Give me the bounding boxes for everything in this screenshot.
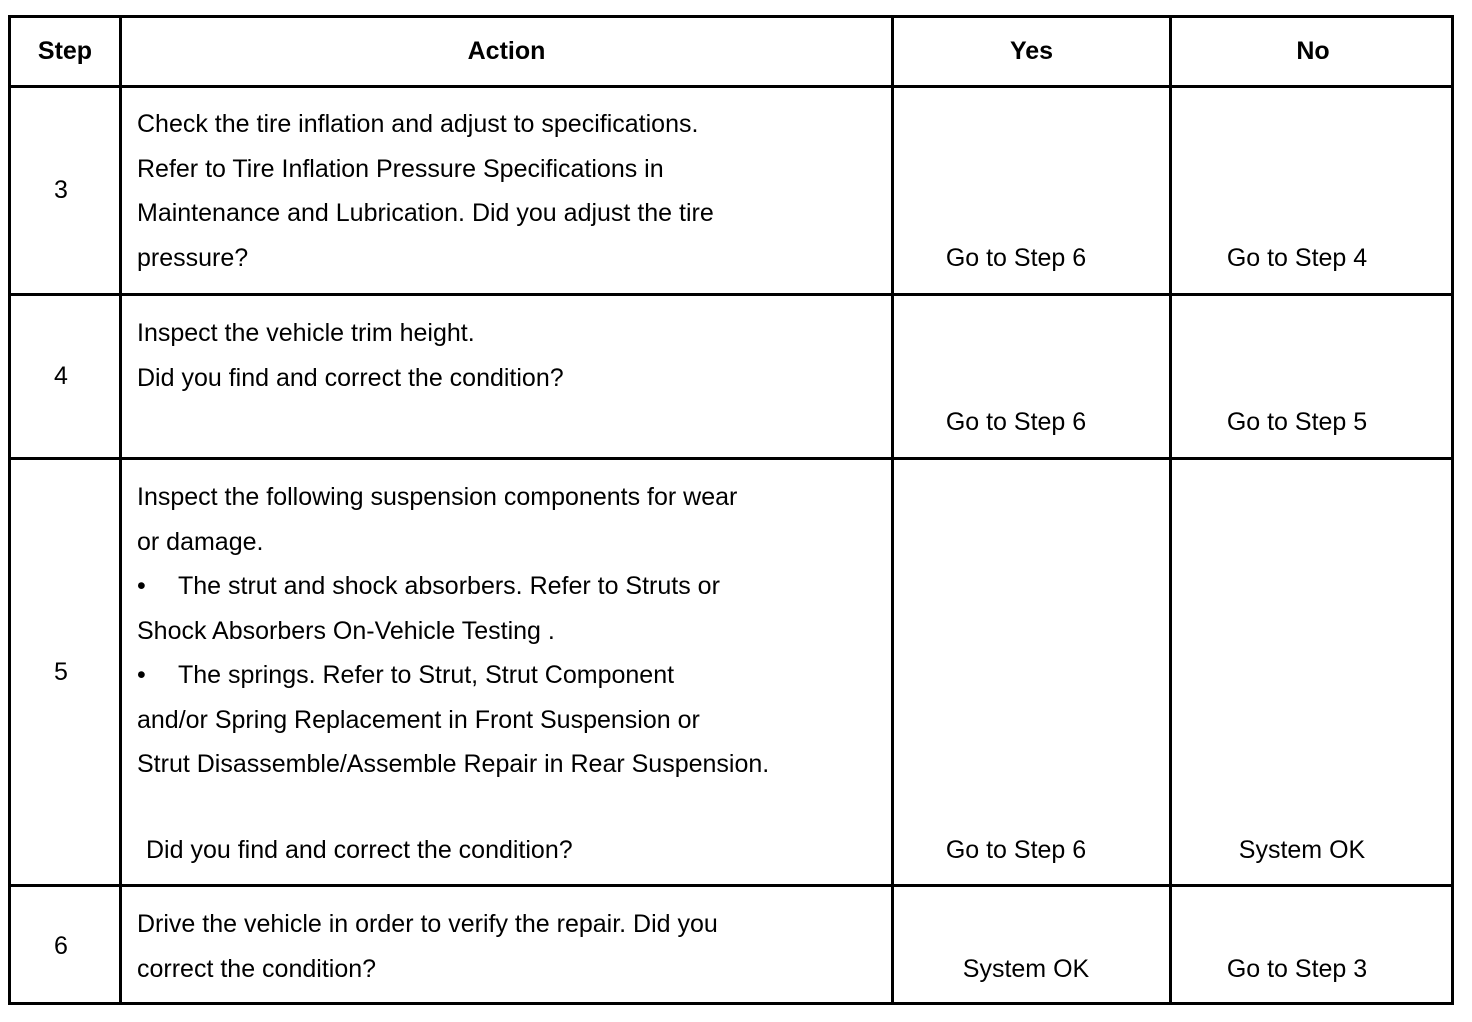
action-line: Maintenance and Lubrication. Did you adjust the tire [137, 199, 714, 227]
action-line: Strut Disassemble/Assemble Repair in Rear Suspension. [137, 750, 770, 778]
action-line: Inspect the following suspension components for wear [137, 483, 738, 511]
action-bullet-item: • The springs. Refer to Strut, Strut Component [137, 653, 887, 698]
step-number: 4 [54, 362, 68, 391]
row-divider [11, 884, 1451, 887]
diagnostic-table [8, 15, 1454, 1005]
action-bullet-item: • The strut and shock absorbers. Refer to Struts or [137, 564, 887, 609]
action-line: and/or Spring Replacement in Front Suspension or [137, 705, 700, 734]
yes-result: System OK [962, 955, 1090, 983]
row-divider [11, 85, 1451, 88]
header-yes: Yes [1009, 37, 1054, 66]
action-line: Did you find and correct the condition? [137, 363, 564, 392]
yes-result: Go to Step 6 [945, 244, 1087, 272]
action-line: Shock Absorbers On-Vehicle Testing . [137, 616, 555, 645]
action-line: Refer to Tire Inflation Pressure Specifications in [137, 154, 664, 183]
action-text [137, 902, 887, 991]
action-line: Check the tire inflation and adjust to specifications. [137, 110, 699, 138]
no-result: Go to Step 5 [1226, 408, 1368, 436]
action-line: or damage. [137, 527, 264, 556]
action-text [137, 102, 887, 280]
step-number: 6 [54, 931, 68, 960]
header-step: Step [37, 37, 93, 66]
header-action: Action [467, 37, 546, 66]
step-number: 3 [54, 176, 68, 205]
bullet-icon: • [137, 572, 146, 600]
row-divider [11, 457, 1451, 460]
action-text [137, 475, 887, 872]
yes-result: Go to Step 6 [945, 836, 1087, 864]
action-line: Drive the vehicle in order to verify the repair. Did you [137, 910, 718, 938]
action-line: Inspect the vehicle trim height. [137, 319, 475, 347]
column-divider [891, 18, 894, 1002]
step-number: 5 [54, 657, 68, 686]
action-line: pressure? [137, 243, 249, 272]
action-text [137, 311, 887, 400]
header-no: No [1296, 37, 1330, 66]
action-line: correct the condition? [137, 954, 377, 983]
column-divider [1169, 18, 1172, 1002]
no-result: System OK [1238, 836, 1366, 864]
yes-result: Go to Step 6 [945, 408, 1087, 436]
row-divider [11, 293, 1451, 296]
no-result: Go to Step 4 [1226, 244, 1368, 272]
action-line: Did you find and correct the condition? [146, 835, 573, 864]
column-divider [119, 18, 122, 1002]
bullet-icon: • [137, 661, 146, 689]
no-result: Go to Step 3 [1226, 955, 1368, 983]
